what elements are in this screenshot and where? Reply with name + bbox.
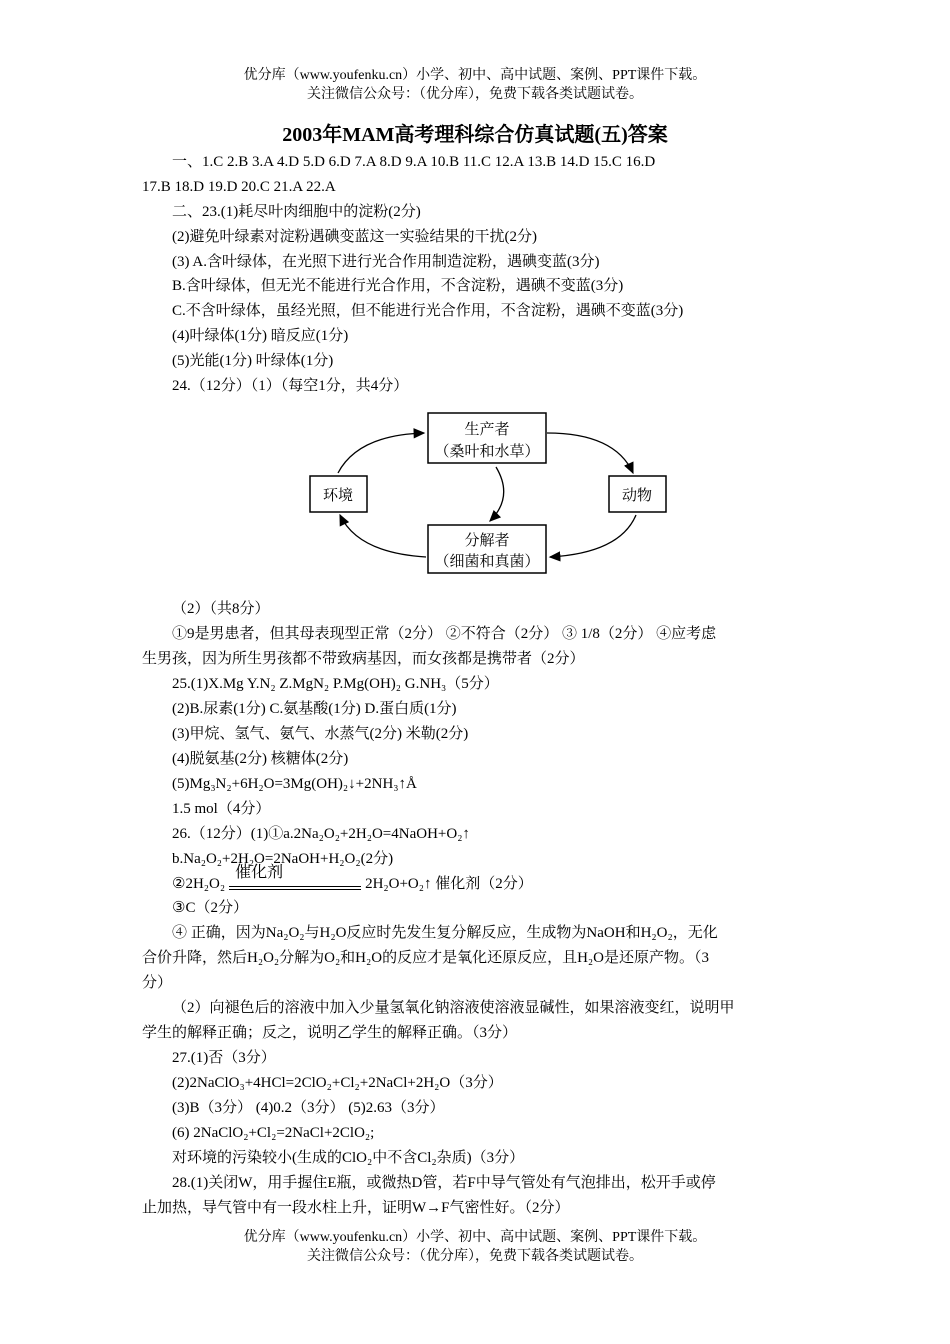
footer-line-2: 关注微信公众号：（优分库），免费下载各类试题试卷。: [307, 1249, 643, 1264]
producer-label: 生产者: [464, 420, 510, 438]
header-line-1: 优分库（www.youfenku.cn）小学、初中、高中试题、案例、PPT课件下载。: [243, 68, 707, 83]
q26-products: 2H₂O+O₂↑ 催化剂（2分）: [365, 876, 533, 892]
decomposer-label: 分解者: [464, 531, 510, 549]
environment-label: 环境: [322, 486, 354, 504]
q26-line-9: 学生的解释正确；反之，说明乙学生的解释正确。（3分）: [142, 1025, 518, 1041]
q27-line-3: (3)B（3分） (4)0.2（3分） (5)2.63（3分）: [172, 1100, 445, 1116]
q23-line-4: B.含叶绿体，但无光不能进行光合作用，不含淀粉，遇碘不变蓝(3分): [172, 278, 624, 294]
q23-line-3: (3) A.含叶绿体，在光照下进行光合作用制造淀粉，遇碘变蓝(3分): [172, 254, 600, 270]
q23-line-6: (4)叶绿体(1分) 暗反应(1分): [172, 328, 349, 344]
q25-line-4: (4)脱氨基(2分) 核糖体(2分): [172, 751, 349, 767]
q27-line-1: 27.(1)否（3分）: [172, 1050, 276, 1066]
q26-line-2: b.Na₂O₂+2H₂O=2NaOH+H₂O₂(2分): [172, 851, 394, 867]
q28-line-2: 止加热，导气管中有一段水柱上升，证明W→F气密性好。（2分）: [142, 1200, 570, 1216]
q26-line-6: 合价升降，然后H₂O₂分解为O₂和H₂O的反应才是氧化还原反应，且H₂O是还原产物。（3: [142, 950, 709, 966]
q25-line-1: 25.(1)X.Mg Y.N₂ Z.MgN₂ P.Mg(OH)₂ G.NH₃（5分）: [172, 676, 499, 692]
q26-reactant: ②2H₂O₂: [172, 876, 226, 892]
arrow-producer-to-animal: [547, 433, 633, 473]
q26-line-5: ④ 正确，因为Na₂O₂与H₂O反应时先发生复分解反应，生成物为NaOH和H₂O₂，无化: [172, 925, 718, 941]
q23-line-7: (5)光能(1分) 叶绿体(1分): [172, 353, 334, 369]
animal-label: 动物: [621, 486, 653, 504]
q24-line-2: （2）（共8分）: [172, 601, 270, 617]
q26-line-1: 26.（12分）(1)①a.2Na₂O₂+2H₂O=4NaOH+O₂↑: [172, 826, 470, 842]
arrow-decomposer-to-environment: [340, 515, 426, 557]
q24-line-1: 24.（12分）（1）（每空1分，共4分）: [172, 378, 409, 394]
q26-line-3: [172, 862, 533, 894]
footer-line-1: 优分库（www.youfenku.cn）小学、初中、高中试题、案例、PPT课件下载。: [243, 1230, 707, 1245]
q26-line-8: （2）向褪色后的溶液中加入少量氢氧化钠溶液使溶液显碱性，如果溶液变红，说明甲: [172, 1000, 735, 1016]
q24-line-3: ①9是男患者，但其母表现型正常（2分） ②不符合（2分） ③ 1/8（2分） ④应考虑: [172, 626, 717, 642]
arrow-environment-to-producer: [338, 433, 424, 473]
q23-line-5: C.不含叶绿体，虽经光照，但不能进行光合作用，不含淀粉，遇碘不变蓝(3分): [172, 303, 684, 319]
q24-line-4: 生男孩，因为所生男孩都不带致病基因，而女孩都是携带者（2分）: [142, 651, 585, 667]
section1-line-1: 一、1.C 2.B 3.A 4.D 5.D 6.D 7.A 8.D 9.A 10.B 11.C 12.A 13.B 14.D 15.C 16.D: [172, 154, 656, 170]
q23-line-2: (2)避免叶绿素对淀粉遇碘变蓝这一实验结果的干扰(2分): [172, 229, 537, 245]
q26-line-7: 分）: [142, 975, 173, 991]
ecosystem-cycle-diagram: [300, 405, 680, 580]
producer-sublabel: （桑叶和水草）: [434, 442, 540, 460]
header-line-2: 关注微信公众号：（优分库），免费下载各类试题试卷。: [307, 87, 643, 102]
catalyst-condition: [225, 862, 365, 894]
q23-line-1: 二、23.(1)耗尽叶肉细胞中的淀粉(2分): [172, 204, 421, 220]
q25-line-3: (3)甲烷、氢气、氨气、水蒸气(2分) 米勒(2分): [172, 726, 469, 742]
q25-line-6: 1.5 mol（4分）: [172, 801, 271, 817]
q27-line-2: (2)2NaClO₃+4HCl=2ClO₂+Cl₂+2NaCl+2H₂O（3分）: [172, 1075, 503, 1091]
arrow-animal-to-decomposer: [550, 515, 636, 557]
q26-line-4: ③C（2分）: [172, 900, 248, 916]
page-title: 2003年MAM高考理科综合仿真试题(五)答案: [282, 124, 668, 146]
section1-line-2: 17.B 18.D 19.D 20.C 21.A 22.A: [142, 179, 336, 195]
decomposer-sublabel: （细菌和真菌）: [434, 552, 540, 570]
q25-line-2: (2)B.尿素(1分) C.氨基酸(1分) D.蛋白质(1分): [172, 701, 457, 717]
q27-line-4: (6) 2NaClO₂+Cl₂=2NaCl+2ClO₂;: [172, 1125, 375, 1141]
q28-line-1: 28.(1)关闭W，用手握住E瓶，或微热D管，若F中导气管处有气泡排出，松开手或停: [172, 1175, 716, 1191]
catalyst-label: 催化剂: [235, 862, 284, 881]
q25-line-5: (5)Mg₃N₂+6H₂O=3Mg(OH)₂↓+2NH₃↑Å: [172, 776, 417, 792]
arrow-producer-to-decomposer: [490, 467, 504, 521]
q27-line-5: 对环境的污染较小(生成的ClO₂中不含Cl₂杂质)（3分）: [172, 1150, 525, 1166]
